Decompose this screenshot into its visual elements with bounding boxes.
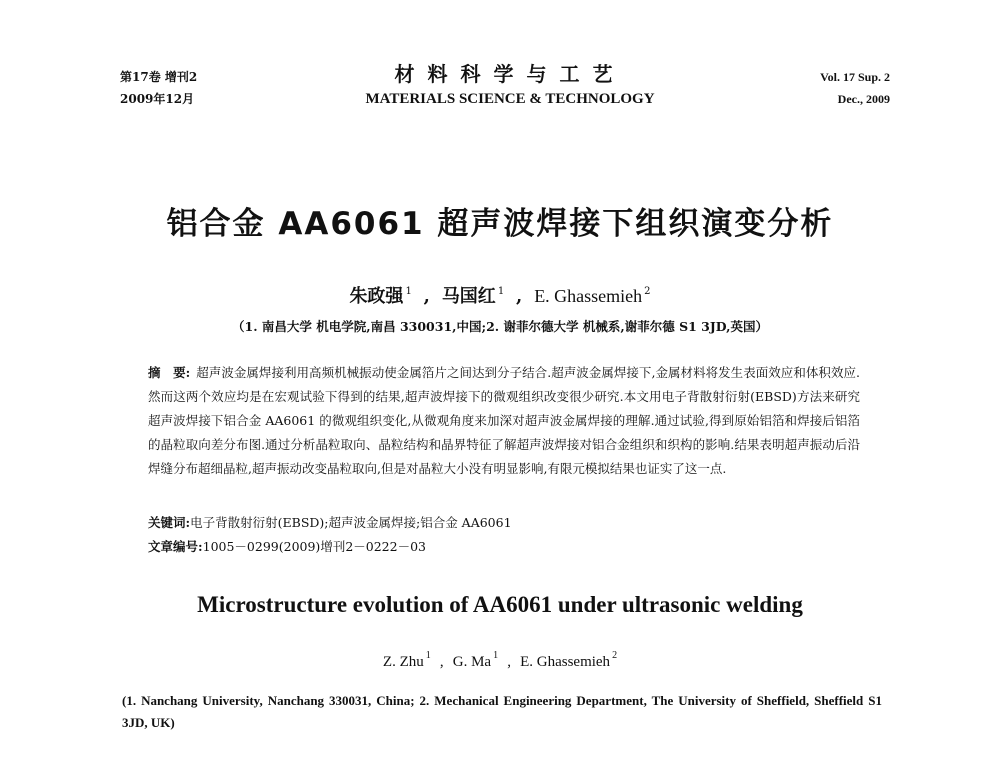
- volume-en: Vol. 17 Sup. 2: [820, 70, 890, 84]
- abstract-label: 摘 要:: [148, 365, 191, 380]
- author-name: E. Ghassemieh: [534, 286, 643, 306]
- header-volume-info: [120, 66, 197, 110]
- author-name: 马国红: [441, 286, 496, 307]
- affiliation-en: (1. Nanchang University, Nanchang 330031, China; 2. Mechanical Engineering Department, The University of Sheffield, Sheffield S1 3JD, UK): [122, 693, 882, 730]
- abstract-cn: [148, 361, 860, 481]
- author-list-cn: 朱政强 $^1$ , 马国红 $^1$ , E. Ghassemieh $^2$: [349, 286, 651, 307]
- paper-title-cn: 铝合金 AA6061 超声波焊接下组织演变分析: [166, 206, 834, 242]
- author-name: G. Ma: [452, 654, 492, 670]
- author-affiliation-mark: 1: [497, 286, 505, 297]
- author-affiliation-mark: 1: [493, 650, 499, 661]
- article-number-label: 文章编号:: [148, 539, 203, 554]
- date-cn: 2009年12月: [120, 92, 195, 106]
- author-name: E. Ghassemieh: [520, 654, 611, 670]
- article-number-text: 1005－0299(2009)增刊2－0222－03: [202, 539, 426, 554]
- keywords-label: 关键词:: [148, 515, 191, 530]
- author-list-en: Z. Zhu $^1$ , G. Ma $^1$ , E. Ghassemieh $^2$: [382, 650, 618, 670]
- volume-cn: 第17卷 增刊2: [120, 70, 198, 84]
- affiliation-cn: （1. 南昌大学 机电学院,南昌 330031,中国;2. 谢菲尔德大学 机械系,谢菲尔德 S1 3JD,英国）: [232, 319, 768, 334]
- journal-masthead: [300, 60, 720, 110]
- author-affiliation-mark: 1: [405, 286, 412, 297]
- paper-title-en: Microstructure evolution of AA6061 under ultrasonic welding: [197, 592, 803, 617]
- journal-name-en: MATERIALS SCIENCE & TECHNOLOGY: [365, 91, 655, 107]
- abstract-text: 超声波金属焊接利用高频机械振动使金属箔片之间达到分子结合.超声波金属焊接下,金属材料将发生表面效应和体积效应.然而这两个效应均是在宏观试验下得到的结果,超声波焊接下的微观组织改变很少研究.本文用电子背散射衍射(EBSD)方法来研究超声波焊接下铝合金 AA6061 的微观组织变化,从微观角度来加深对超声波金属焊接的理解.通过试验,得到原始铝箔和焊接后铝箔的晶粒取向差分布图.通过分析晶粒取向、晶粒结构和晶界特征了解超声波焊接对铝合金组织和织构的影响.结果表明超声振动后沿焊缝分布超细晶粒,超声振动改变晶粒取向,但是对晶粒大小没有明显影响,有限元模拟结果也证实了这一点.: [148, 365, 860, 476]
- author-name: 朱政强: [349, 286, 404, 307]
- author-affiliation-mark: 2: [612, 650, 618, 661]
- keywords-text: 电子背散射衍射(EBSD);超声波金属焊接;铝合金 AA6061: [190, 515, 512, 530]
- article-number: [148, 536, 860, 558]
- author-affiliation-mark: 2: [644, 286, 651, 297]
- author-name: Z. Zhu: [382, 654, 424, 670]
- date-en: Dec., 2009: [837, 92, 890, 106]
- author-affiliation-mark: 1: [425, 650, 431, 661]
- keywords-cn: [148, 512, 860, 534]
- journal-name-cn: 材料科学与工艺: [394, 62, 626, 86]
- header-issue-info: [770, 66, 890, 110]
